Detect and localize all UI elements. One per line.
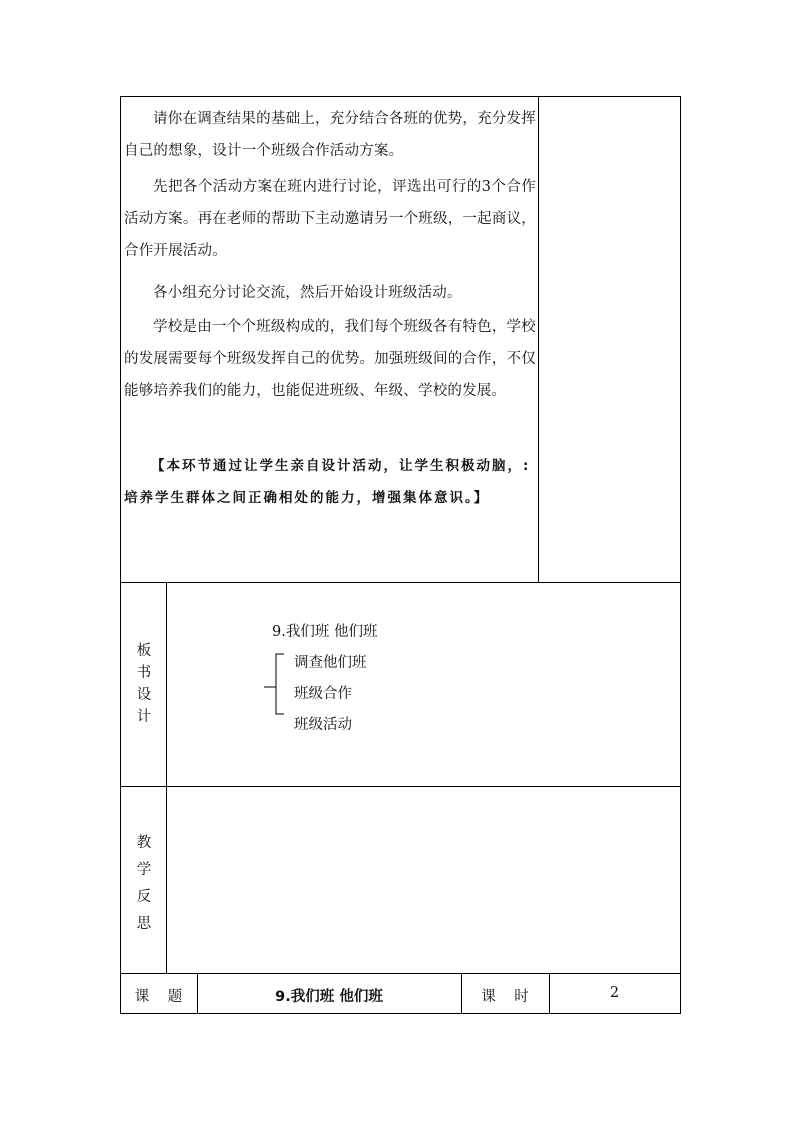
board-item-3: 班级活动 [294, 717, 352, 733]
activity-design-note: 【本环节通过让学生亲自设计活动，让学生积极动脑，:培养学生群体之间正确相处的能力，增强集体意识。】 [124, 458, 531, 506]
topic-label: 课 题 [134, 989, 183, 1005]
topic-value: 9.我们班 他们班 [275, 989, 383, 1005]
activity-paragraph-2: 先把各个活动方案在班内进行讨论，评选出可行的3个合作活动方案。再在老师的帮助下主动邀请另一个班级，一起商议，合作开展活动。 [124, 179, 536, 259]
row-divider-reflection [120, 786, 681, 787]
row-divider-board [120, 582, 681, 583]
reflection-label-char-4: 思 [136, 916, 152, 932]
board-item-1: 调查他们班 [294, 655, 367, 671]
board-title: 9.我们班 他们班 [272, 624, 378, 640]
activity-paragraph-1: 请你在调查结果的基础上，充分结合各班的优势，充分发挥自己的想象，设计一个班级合作活动方案。 [124, 111, 536, 159]
table-border-bottom [120, 1013, 681, 1014]
row-divider-footer [120, 973, 681, 974]
board-label-char-2: 书 [136, 665, 152, 681]
table-border-right [680, 96, 681, 1014]
activity-paragraph-4: 学校是由一个个班级构成的，我们每个班级各有特色，学校的发展需要每个班级发挥自己的优势。加强班级间的合作，不仅能够培养我们的能力，也能促进班级、年级、学校的发展。 [124, 319, 536, 399]
board-label-char-3: 设 [136, 687, 152, 703]
board-label-char-4: 计 [136, 709, 152, 725]
reflection-label-char-2: 学 [136, 862, 152, 878]
table-border-top [120, 96, 681, 97]
reflection-label-char-1: 教 [136, 835, 152, 851]
board-label-char-1: 板 [136, 643, 152, 659]
board-design-label [121, 640, 167, 728]
period-value: 2 [609, 985, 620, 1001]
period-label: 课 时 [481, 989, 529, 1005]
activity-paragraph-3: 各小组充分讨论交流，然后开始设计班级活动。 [153, 285, 462, 301]
board-item-2: 班级合作 [294, 686, 352, 702]
outline-bracket [262, 650, 286, 718]
notes-column-divider [538, 96, 539, 582]
reflection-label-char-3: 反 [136, 889, 152, 905]
teaching-reflection-label [121, 830, 167, 938]
